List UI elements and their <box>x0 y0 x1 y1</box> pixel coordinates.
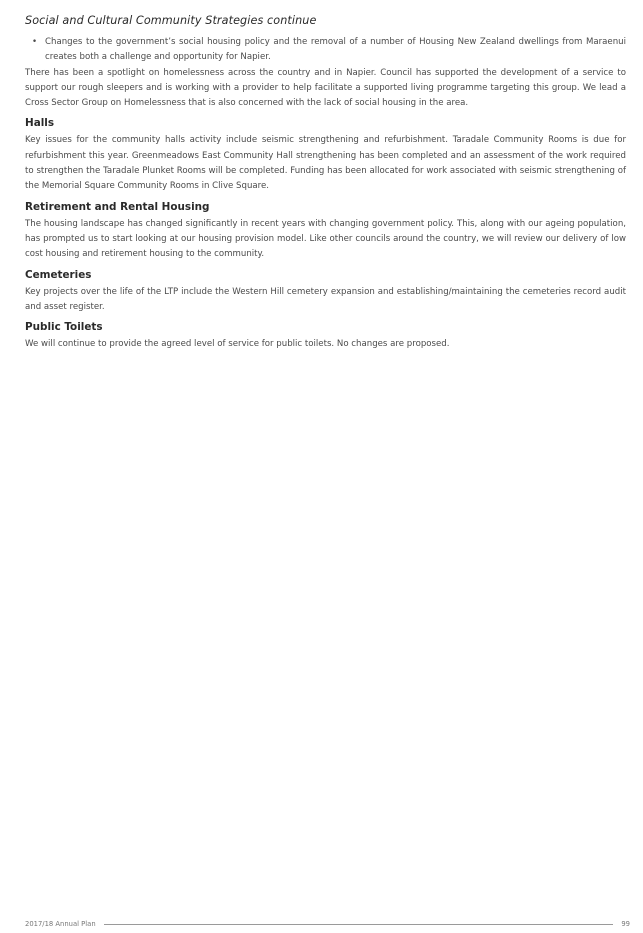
document-page <box>25 14 626 352</box>
list-item-text: Changes to the government’s social housing policy and the removal of a number of Housing New Zealand dwellings from Maraenui creates both a challenge and opportunity for Napier. <box>45 37 626 63</box>
footer-rule <box>104 924 614 925</box>
page-footer <box>25 917 630 931</box>
section-title: Social and Cultural Community Strategies continue <box>25 14 317 27</box>
cemeteries-heading: Cemeteries <box>25 268 92 281</box>
cemeteries-paragraph: Key projects over the life of the LTP include the Western Hill cemetery expansion and establishing/maintaining the cemeteries record audit and asset register. <box>25 286 626 312</box>
halls-heading: Halls <box>25 117 55 130</box>
retirement-rental-housing-paragraph: The housing landscape has changed significantly in recent years with changing government policy. This, along with our ageing population, has prompted us to start looking at our housing provision model. Like other councils around the country, we will review our delivery of low cost housing and retirement housing to the community. <box>25 218 626 260</box>
public-toilets-heading: Public Toilets <box>25 321 103 334</box>
halls-paragraph: Key issues for the community halls activity include seismic strengthening and refurbishment. Taradale Community Rooms is due for refurbishment this year. Greenmeadows East Community Hall strengthening has been completed and an assessment of the work required to strengthen the Taradale Plunket Rooms will be completed. Funding has been allocated for work associated with seismic strengthening of the Memorial Square Community Rooms in Clive Square. <box>25 135 626 192</box>
bullet-list <box>25 35 626 66</box>
list-item <box>25 35 626 66</box>
footer-plan-title: 2017/18 Annual Plan <box>25 920 96 928</box>
retirement-rental-housing-heading: Retirement and Rental Housing <box>25 200 210 213</box>
bullet-marker: • <box>32 37 38 47</box>
page-number: 99 <box>621 920 630 928</box>
public-toilets-paragraph: We will continue to provide the agreed level of service for public toilets. No changes are proposed. <box>25 339 450 350</box>
intro-paragraph: There has been a spotlight on homelessness across the country and in Napier. Council has supported the development of a service to support our rough sleepers and is working with a provider to help facilitate a supported living programme targeting this group. We lead a Cross Sector Group on Homelessness that is also concerned with the lack of social housing in the area. <box>25 67 626 109</box>
